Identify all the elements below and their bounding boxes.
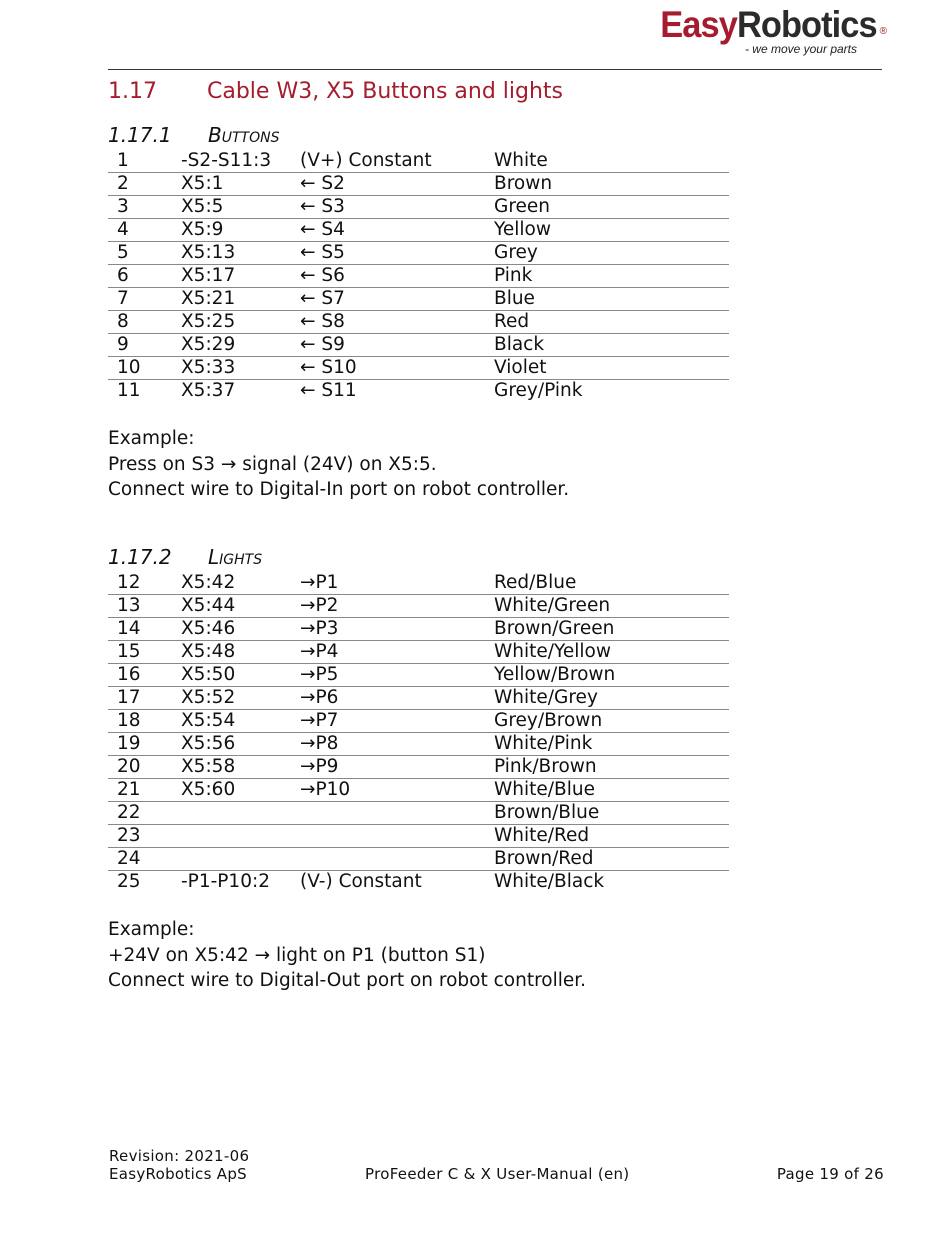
- terminal: X5:5: [181, 196, 300, 219]
- pin-number: 15: [108, 641, 181, 664]
- terminal: [181, 825, 300, 848]
- example-label: Example:: [108, 428, 195, 449]
- logo-robotics-text: Robotics: [737, 4, 877, 45]
- footer-manual-title: ProFeeder C & X User-Manual (en): [365, 1165, 630, 1183]
- table-row: [108, 618, 729, 641]
- signal: →P9: [300, 756, 494, 779]
- section-heading: [108, 78, 563, 106]
- signal: ← S5: [300, 242, 494, 265]
- terminal: X5:48: [181, 641, 300, 664]
- terminal: X5:29: [181, 334, 300, 357]
- wire-color: White/Green: [494, 595, 729, 618]
- wire-color: Red: [494, 311, 729, 334]
- terminal: X5:37: [181, 380, 300, 403]
- terminal: X5:1: [181, 173, 300, 196]
- logo-easy-text: Easy: [660, 4, 738, 45]
- logo-wordmark: [661, 4, 877, 46]
- table-row: [108, 848, 729, 871]
- signal: [300, 825, 494, 848]
- terminal: X5:33: [181, 357, 300, 380]
- pin-number: 25: [108, 871, 181, 894]
- wire-color: White/Blue: [494, 779, 729, 802]
- table-row: [108, 733, 729, 756]
- pin-number: 14: [108, 618, 181, 641]
- terminal: X5:17: [181, 265, 300, 288]
- registered-mark: ®: [879, 26, 887, 37]
- footer-page-number: Page 19 of 26: [776, 1165, 884, 1183]
- pin-number: 10: [108, 357, 181, 380]
- table-row: [108, 196, 729, 219]
- buttons-pin-table: [108, 150, 729, 402]
- signal: (V+) Constant: [300, 150, 432, 171]
- terminal: X5:21: [181, 288, 300, 311]
- table-row: [108, 710, 729, 733]
- terminal: X5:58: [181, 756, 300, 779]
- pin-number: 2: [108, 173, 181, 196]
- table-row: [108, 756, 729, 779]
- lights-pin-table: [108, 572, 729, 893]
- lights-subheading: [108, 544, 262, 570]
- wire-color: Yellow/Brown: [494, 664, 729, 687]
- pin-number: 20: [108, 756, 181, 779]
- table-row: [108, 641, 729, 664]
- table-row: [108, 311, 729, 334]
- terminal: X5:44: [181, 595, 300, 618]
- wire-color: Pink/Brown: [494, 756, 729, 779]
- logo-tagline: - we move your parts: [744, 42, 857, 56]
- terminal: [181, 802, 300, 825]
- signal: ← S8: [300, 311, 494, 334]
- terminal: -P1-P10:2: [181, 871, 300, 894]
- signal: →P7: [300, 710, 494, 733]
- lights-example: [108, 917, 586, 994]
- wire-color: Grey: [494, 242, 729, 265]
- signal: ← S10: [300, 357, 494, 380]
- pin-number: 24: [108, 848, 181, 871]
- pin-number: 13: [108, 595, 181, 618]
- easyrobotics-logo: [642, 4, 887, 56]
- table-row: [108, 265, 729, 288]
- terminal: X5:13: [181, 242, 300, 265]
- lights-subsection-title: Lights: [208, 545, 263, 569]
- pin-number: 6: [108, 265, 181, 288]
- wire-color: Red/Blue: [494, 572, 577, 593]
- table-row: [108, 334, 729, 357]
- pin-number: 12: [117, 572, 141, 593]
- example-line: Press on S3 → signal (24V) on X5:5.: [108, 453, 437, 475]
- pin-number: 7: [108, 288, 181, 311]
- terminal: X5:56: [181, 733, 300, 756]
- terminal: X5:46: [181, 618, 300, 641]
- table-row: [108, 664, 729, 687]
- wire-color: Brown/Green: [494, 618, 729, 641]
- terminal: X5:9: [181, 219, 300, 242]
- table-row: [108, 173, 729, 196]
- signal: ← S3: [300, 196, 494, 219]
- pin-number: 4: [108, 219, 181, 242]
- pin-number: 8: [108, 311, 181, 334]
- wire-color: Brown/Blue: [494, 802, 729, 825]
- signal: ← S11: [300, 380, 494, 403]
- wire-color: Green: [494, 196, 729, 219]
- section-number: 1.17: [108, 79, 157, 104]
- wire-color: White/Black: [494, 871, 729, 894]
- terminal: X5:54: [181, 710, 300, 733]
- signal: ← S4: [300, 219, 494, 242]
- wire-color: Brown/Red: [494, 848, 729, 871]
- signal: ← S2: [300, 173, 494, 196]
- terminal: X5:50: [181, 664, 300, 687]
- table-row: [108, 871, 729, 894]
- lights-subsection-number: 1.17.2: [108, 545, 172, 569]
- signal: →P1: [300, 572, 339, 593]
- table-row: [108, 150, 729, 173]
- signal: (V-) Constant: [300, 871, 494, 894]
- signal: [300, 802, 494, 825]
- pin-number: 18: [108, 710, 181, 733]
- buttons-subsection-title: Buttons: [208, 123, 280, 147]
- pin-number: 22: [108, 802, 181, 825]
- table-row: [108, 802, 729, 825]
- table-row: [108, 779, 729, 802]
- table-row: [108, 595, 729, 618]
- pin-number: 16: [108, 664, 181, 687]
- signal: →P3: [300, 618, 494, 641]
- wire-color: Yellow: [494, 219, 729, 242]
- footer-left: [109, 1147, 249, 1183]
- wire-color: Pink: [494, 265, 729, 288]
- terminal: -S2-S11:3: [181, 150, 272, 171]
- example-label: Example:: [108, 919, 195, 940]
- signal: →P10: [300, 779, 494, 802]
- terminal: X5:42: [181, 572, 236, 593]
- signal: →P4: [300, 641, 494, 664]
- wire-color: White: [494, 150, 548, 171]
- table-row: [108, 572, 729, 595]
- signal: [300, 848, 494, 871]
- wire-color: Grey/Brown: [494, 710, 729, 733]
- wire-color: White/Pink: [494, 733, 729, 756]
- signal: ← S9: [300, 334, 494, 357]
- footer-revision: Revision: 2021-06: [109, 1147, 250, 1165]
- pin-number: 17: [108, 687, 181, 710]
- buttons-example: [108, 426, 569, 503]
- pin-number: 23: [108, 825, 181, 848]
- signal: →P8: [300, 733, 494, 756]
- signal: →P2: [300, 595, 494, 618]
- table-row: [108, 357, 729, 380]
- buttons-subheading: [108, 122, 279, 148]
- section-title: Cable W3, X5 Buttons and lights: [207, 79, 563, 104]
- pin-number: 3: [108, 196, 181, 219]
- terminal: X5:52: [181, 687, 300, 710]
- terminal: X5:60: [181, 779, 300, 802]
- signal: ← S6: [300, 265, 494, 288]
- table-row: [108, 825, 729, 848]
- pin-number: 11: [108, 380, 181, 403]
- wire-color: White/Yellow: [494, 641, 729, 664]
- footer-company: EasyRobotics ApS: [109, 1165, 247, 1183]
- terminal: [181, 848, 300, 871]
- table-row: [108, 687, 729, 710]
- wire-color: Brown: [494, 173, 729, 196]
- wire-color: Blue: [494, 288, 729, 311]
- pin-number: 21: [108, 779, 181, 802]
- example-line: Connect wire to Digital-In port on robot controller.: [108, 479, 570, 500]
- signal: →P5: [300, 664, 494, 687]
- table-row: [108, 242, 729, 265]
- signal: ← S7: [300, 288, 494, 311]
- wire-color: White/Grey: [494, 687, 729, 710]
- terminal: X5:25: [181, 311, 300, 334]
- signal: →P6: [300, 687, 494, 710]
- wire-color: Black: [494, 334, 729, 357]
- wire-color: Grey/Pink: [494, 380, 729, 403]
- table-row: [108, 219, 729, 242]
- pin-number: 9: [108, 334, 181, 357]
- example-line: +24V on X5:42 → light on P1 (button S1): [108, 944, 486, 966]
- header-divider: [108, 69, 882, 70]
- example-line: Connect wire to Digital-Out port on robot controller.: [108, 970, 587, 991]
- wire-color: Violet: [494, 357, 729, 380]
- buttons-subsection-number: 1.17.1: [108, 123, 172, 147]
- table-row: [108, 288, 729, 311]
- table-row: [108, 380, 729, 403]
- pin-number: 19: [108, 733, 181, 756]
- wire-color: White/Red: [494, 825, 729, 848]
- pin-number: 1: [117, 150, 129, 171]
- pin-number: 5: [108, 242, 181, 265]
